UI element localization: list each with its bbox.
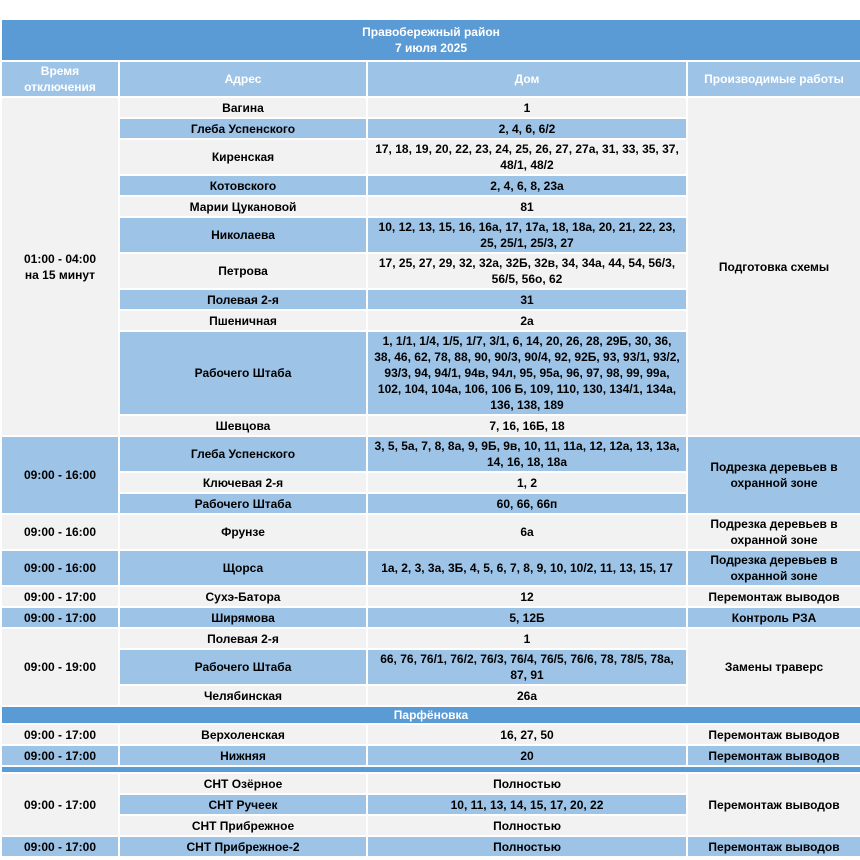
house-cell: 5, 12Б xyxy=(368,608,686,627)
divider-bar xyxy=(2,767,860,772)
house-cell: 10, 12, 13, 15, 16, 16а, 17, 17а, 18, 18а, 20, 21, 22, 23, 25, 25/1, 25/3, 27 xyxy=(368,218,686,252)
house-cell: 17, 25, 27, 29, 32, 32а, 32Б, 32в, 34, 34а, 44, 54, 56/3, 56/5, 56о, 62 xyxy=(368,254,686,288)
address-cell: Котовского xyxy=(120,176,366,195)
house-cell: 3, 5, 5а, 7, 8, 8а, 9, 9Б, 9в, 10, 11, 11а, 12, 12а, 13, 13а, 14, 16, 18, 18а xyxy=(368,437,686,471)
address-cell: Полевая 2-я xyxy=(120,290,366,309)
address-cell: Челябинская xyxy=(120,686,366,705)
address-cell: Верхоленская xyxy=(120,725,366,744)
table-row xyxy=(2,629,860,648)
address-cell: Петрова xyxy=(120,254,366,288)
works-cell: Подрезка деревьев в охранной зоне xyxy=(688,437,860,513)
time-cell xyxy=(2,98,118,435)
address-cell: СНТ Прибрежное xyxy=(120,816,366,835)
address-cell: Глеба Успенского xyxy=(120,119,366,138)
time-cell: 09:00 - 17:00 xyxy=(2,837,118,856)
address-cell: Ширямова xyxy=(120,608,366,627)
house-cell: 31 xyxy=(368,290,686,309)
table-row xyxy=(2,587,860,606)
house-cell: 66, 76, 76/1, 76/2, 76/3, 76/4, 76/5, 76/6, 78, 78/5, 78а, 87, 91 xyxy=(368,650,686,684)
house-cell: 2, 4, 6, 6/2 xyxy=(368,119,686,138)
address-cell: СНТ Озёрное xyxy=(120,774,366,793)
house-cell: 60, 66, 66п xyxy=(368,494,686,513)
address-cell: Нижняя xyxy=(120,746,366,765)
house-cell: Полностью xyxy=(368,837,686,856)
table-row xyxy=(2,774,860,793)
address-cell: СНТ Прибрежное-2 xyxy=(120,837,366,856)
works-cell: Перемонтаж выводов xyxy=(688,587,860,606)
address-cell: Полевая 2-я xyxy=(120,629,366,648)
works-cell: Перемонтаж выводов xyxy=(688,725,860,744)
address-cell: Марии Цукановой xyxy=(120,197,366,216)
time-cell: 09:00 - 16:00 xyxy=(2,515,118,549)
section-divider xyxy=(2,767,860,772)
house-cell: 26а xyxy=(368,686,686,705)
house-cell: Полностью xyxy=(368,774,686,793)
address-cell: Сухэ-Батора xyxy=(120,587,366,606)
house-cell: 12 xyxy=(368,587,686,606)
works-cell: Контроль РЗА xyxy=(688,608,860,627)
house-cell: Полностью xyxy=(368,816,686,835)
works-cell: Перемонтаж выводов xyxy=(688,746,860,765)
time-duration: на 15 минут xyxy=(24,267,96,282)
house-cell: 2, 4, 6, 8, 23а xyxy=(368,176,686,195)
address-cell: Вагина xyxy=(120,98,366,117)
section-title: Парфёновка xyxy=(2,707,860,723)
house-cell: 1, 2 xyxy=(368,473,686,492)
house-cell: 1 xyxy=(368,98,686,117)
house-cell: 2а xyxy=(368,311,686,330)
house-cell: 7, 16, 16Б, 18 xyxy=(368,416,686,435)
address-cell: Ключевая 2-я xyxy=(120,473,366,492)
address-cell: Николаева xyxy=(120,218,366,252)
works-cell: Замены траверс xyxy=(688,629,860,705)
table-row xyxy=(2,837,860,856)
time-cell: 09:00 - 17:00 xyxy=(2,725,118,744)
house-cell: 10, 11, 13, 14, 15, 17, 20, 22 xyxy=(368,795,686,814)
table-row xyxy=(2,725,860,744)
header-works: Производимые работы xyxy=(688,62,860,96)
header-time: Время отключения xyxy=(2,62,118,96)
section-row xyxy=(2,707,860,723)
house-cell: 81 xyxy=(368,197,686,216)
house-cell: 1а, 2, 3, 3а, 3Б, 4, 5, 6, 7, 8, 9, 10, 10/2, 11, 13, 15, 17 xyxy=(368,551,686,585)
time-cell: 09:00 - 16:00 xyxy=(2,551,118,585)
date-title: 7 июля 2025 xyxy=(395,41,468,55)
outage-table xyxy=(0,18,860,858)
time-cell: 09:00 - 16:00 xyxy=(2,437,118,513)
house-cell: 16, 27, 50 xyxy=(368,725,686,744)
time-range: 01:00 - 04:00 xyxy=(23,251,97,266)
house-cell: 6а xyxy=(368,515,686,549)
address-cell: СНТ Ручеек xyxy=(120,795,366,814)
works-cell: Подготовка схемы xyxy=(688,98,860,435)
table-title xyxy=(2,20,860,60)
title-row xyxy=(2,20,860,60)
table-row xyxy=(2,551,860,585)
address-cell: Шевцова xyxy=(120,416,366,435)
time-cell: 09:00 - 17:00 xyxy=(2,587,118,606)
header-house: Дом xyxy=(368,62,686,96)
works-cell: Подрезка деревьев в охранной зоне xyxy=(688,551,860,585)
works-cell: Перемонтаж выводов xyxy=(688,837,860,856)
table-row xyxy=(2,437,860,471)
table-row xyxy=(2,746,860,765)
address-cell: Щорса xyxy=(120,551,366,585)
table-row xyxy=(2,515,860,549)
address-cell: Глеба Успенского xyxy=(120,437,366,471)
table-row xyxy=(2,608,860,627)
time-cell: 09:00 - 19:00 xyxy=(2,629,118,705)
time-cell: 09:00 - 17:00 xyxy=(2,608,118,627)
house-cell: 17, 18, 19, 20, 22, 23, 24, 25, 26, 27, 27а, 31, 33, 35, 37, 48/1, 48/2 xyxy=(368,140,686,174)
district-title: Правобережный район xyxy=(362,25,500,39)
house-cell: 1, 1/1, 1/4, 1/5, 1/7, 3/1, 6, 14, 20, 26, 28, 29Б, 30, 36, 38, 46, 62, 78, 88, 90, 90/3, 90/4, 92, 92Б, 93, 93/1, 93/2, 93/3, 94, 94/1, 94в, 94л, 95, 95а, 96, 97, 98, 99, 99а, 102, 104, 104а, 106, 106 Б, 109, 110, 130, 134/1, 134а, 136, 138, 189 xyxy=(368,332,686,414)
house-cell: 20 xyxy=(368,746,686,765)
address-cell: Пшеничная xyxy=(120,311,366,330)
address-cell: Рабочего Штаба xyxy=(120,332,366,414)
header-row xyxy=(2,62,860,96)
address-cell: Киренская xyxy=(120,140,366,174)
works-cell: Перемонтаж выводов xyxy=(688,774,860,835)
time-cell: 09:00 - 17:00 xyxy=(2,774,118,835)
header-address: Адрес xyxy=(120,62,366,96)
address-cell: Фрунзе xyxy=(120,515,366,549)
address-cell: Рабочего Штаба xyxy=(120,494,366,513)
table-row xyxy=(2,98,860,117)
time-cell: 09:00 - 17:00 xyxy=(2,746,118,765)
works-cell: Подрезка деревьев в охранной зоне xyxy=(688,515,860,549)
address-cell: Рабочего Штаба xyxy=(120,650,366,684)
house-cell: 1 xyxy=(368,629,686,648)
